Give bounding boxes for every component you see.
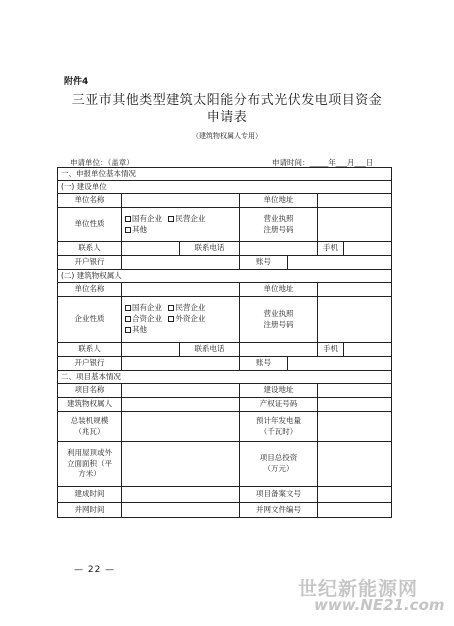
unit-account-label: 账号 <box>240 256 288 270</box>
project-name-field[interactable] <box>122 384 240 398</box>
owner-contact-field[interactable] <box>122 343 180 357</box>
unit-mobile-label: 手机 <box>318 242 344 256</box>
project-grid-time-label: 并网时间 <box>58 503 122 518</box>
unit-address-label: 单位地址 <box>240 194 318 208</box>
unit-contact-field[interactable] <box>122 242 180 256</box>
section1-row <box>58 168 392 181</box>
checkbox[interactable] <box>168 305 174 311</box>
apply-time-label: 申请时间： <box>272 158 310 167</box>
project-grid-time-field[interactable] <box>122 503 240 518</box>
project-area-label: 利用屋顶或外 立面面积（平 方米） <box>58 442 122 487</box>
apply-year-label: 年 <box>328 158 336 167</box>
option-other[interactable]: 其他 <box>125 225 147 236</box>
project-name-label: 项目名称 <box>58 384 122 398</box>
unit-license-field[interactable] <box>318 208 392 242</box>
option-private[interactable]: 民营企业 <box>168 214 205 225</box>
owner-name-field[interactable] <box>122 283 240 297</box>
owner-address-label: 单位地址 <box>240 283 318 297</box>
form-title-line1: 三亚市其他类型建筑太阳能分布式光伏发电项目资金 <box>71 93 383 108</box>
unit-phone-field[interactable] <box>240 242 318 256</box>
option-joint-venture[interactable]: 合资企业 <box>125 314 162 325</box>
project-name-row <box>58 384 392 398</box>
option-private[interactable]: 民营企业 <box>168 303 205 314</box>
project-area-field[interactable] <box>122 442 240 487</box>
owner-section-header: (二) 建筑物权属人 <box>58 270 392 283</box>
unit-contact-row <box>58 242 392 256</box>
unit-contact-label: 联系人 <box>58 242 122 256</box>
project-location-label: 建设地址 <box>240 384 318 398</box>
project-filing-field[interactable] <box>318 487 392 503</box>
owner-contact-row <box>58 343 392 357</box>
checkbox[interactable] <box>125 305 131 311</box>
owner-license-label: 营业执照 注册号码 <box>240 297 318 343</box>
option-other[interactable]: 其他 <box>125 325 147 336</box>
owner-mobile-field[interactable] <box>344 343 392 357</box>
attachment-label: 附件4 <box>64 77 89 87</box>
unit-nature-options <box>122 208 240 242</box>
option-state-owned[interactable]: 国有企业 <box>125 214 162 225</box>
project-owner-field[interactable] <box>122 398 240 412</box>
unit-license-label: 营业执照 注册号码 <box>240 208 318 242</box>
project-capacity-field[interactable] <box>122 412 240 442</box>
page-number: — 22 — <box>74 565 116 575</box>
project-owner-label: 建筑物权属人 <box>58 398 122 412</box>
checkbox[interactable] <box>125 327 131 333</box>
project-investment-label: 项目总投资 （万元） <box>240 442 318 487</box>
owner-mobile-label: 手机 <box>318 343 344 357</box>
section2-row <box>58 371 392 384</box>
watermark-cn: 世纪新能源网 <box>298 578 419 600</box>
owner-name-row <box>58 283 392 297</box>
unit-account-field[interactable] <box>288 256 392 270</box>
owner-bank-row <box>58 357 392 371</box>
owner-license-field[interactable] <box>318 297 392 343</box>
form-subtitle: （建筑物权属人专用） <box>192 132 262 140</box>
owner-nature-label: 企业性质 <box>58 297 122 343</box>
section2-header: 二、项目基本情况 <box>58 371 392 384</box>
unit-section-header: (一) 建设单位 <box>58 181 392 194</box>
owner-bank-label: 开户银行 <box>58 357 122 371</box>
application-form-table <box>57 167 392 518</box>
checkbox[interactable] <box>125 216 131 222</box>
option-state-owned[interactable]: 国有企业 <box>125 303 162 314</box>
owner-account-label: 账号 <box>240 357 288 371</box>
owner-address-field[interactable] <box>318 283 392 297</box>
owner-header-row <box>58 270 392 283</box>
project-cert-field[interactable] <box>318 398 392 412</box>
watermark-en: www.NE21.com <box>314 596 445 614</box>
checkbox[interactable] <box>125 227 131 233</box>
unit-mobile-field[interactable] <box>344 242 392 256</box>
project-grid-time-row <box>58 503 392 518</box>
unit-name-label: 单位名称 <box>58 194 122 208</box>
unit-nature-label: 单位性质 <box>58 208 122 242</box>
form-title-line2: 申请表 <box>206 110 248 125</box>
project-generation-field[interactable] <box>318 412 392 442</box>
checkbox[interactable] <box>168 216 174 222</box>
project-capacity-label: 总装机规模 （兆瓦） <box>58 412 122 442</box>
section1-header: 一、申报单位基本情况 <box>58 168 392 181</box>
project-location-field[interactable] <box>318 384 392 398</box>
project-cert-label: 产权证号码 <box>240 398 318 412</box>
owner-contact-label: 联系人 <box>58 343 122 357</box>
project-generation-label: 预计年发电量 （千瓦时） <box>240 412 318 442</box>
unit-bank-label: 开户银行 <box>58 256 122 270</box>
owner-account-field[interactable] <box>288 357 392 371</box>
owner-bank-field[interactable] <box>122 357 240 371</box>
owner-nature-options <box>122 297 240 343</box>
option-foreign[interactable]: 外资企业 <box>168 314 205 325</box>
unit-phone-label: 联系电话 <box>180 242 240 256</box>
unit-header-row <box>58 181 392 194</box>
project-build-time-row <box>58 487 392 503</box>
checkbox[interactable] <box>168 316 174 322</box>
unit-nature-row <box>58 208 392 242</box>
project-area-row <box>58 442 392 487</box>
project-capacity-row <box>58 412 392 442</box>
apply-time: 申请时间：_____年___月___日 <box>272 158 374 167</box>
owner-phone-label: 联系电话 <box>180 343 240 357</box>
project-build-time-field[interactable] <box>122 487 240 503</box>
project-investment-field[interactable] <box>318 442 392 487</box>
owner-nature-row <box>58 297 392 343</box>
project-filing-label: 项目备案文号 <box>240 487 318 503</box>
unit-address-field[interactable] <box>318 194 392 208</box>
project-build-time-label: 建成时间 <box>58 487 122 503</box>
owner-phone-field[interactable] <box>240 343 318 357</box>
unit-name-field[interactable] <box>122 194 240 208</box>
project-grid-doc-label: 并网文件编号 <box>240 503 318 518</box>
unit-name-row <box>58 194 392 208</box>
unit-bank-row <box>58 256 392 270</box>
project-owner-row <box>58 398 392 412</box>
apply-month-label: 月 <box>347 158 355 167</box>
watermark <box>298 574 446 618</box>
checkbox[interactable] <box>125 316 131 322</box>
applicant-label: 申请单位：（盖章） <box>70 158 134 167</box>
owner-name-label: 单位名称 <box>58 283 122 297</box>
project-grid-doc-field[interactable] <box>318 503 392 518</box>
apply-day-label: 日 <box>365 158 374 167</box>
unit-bank-field[interactable] <box>122 256 240 270</box>
